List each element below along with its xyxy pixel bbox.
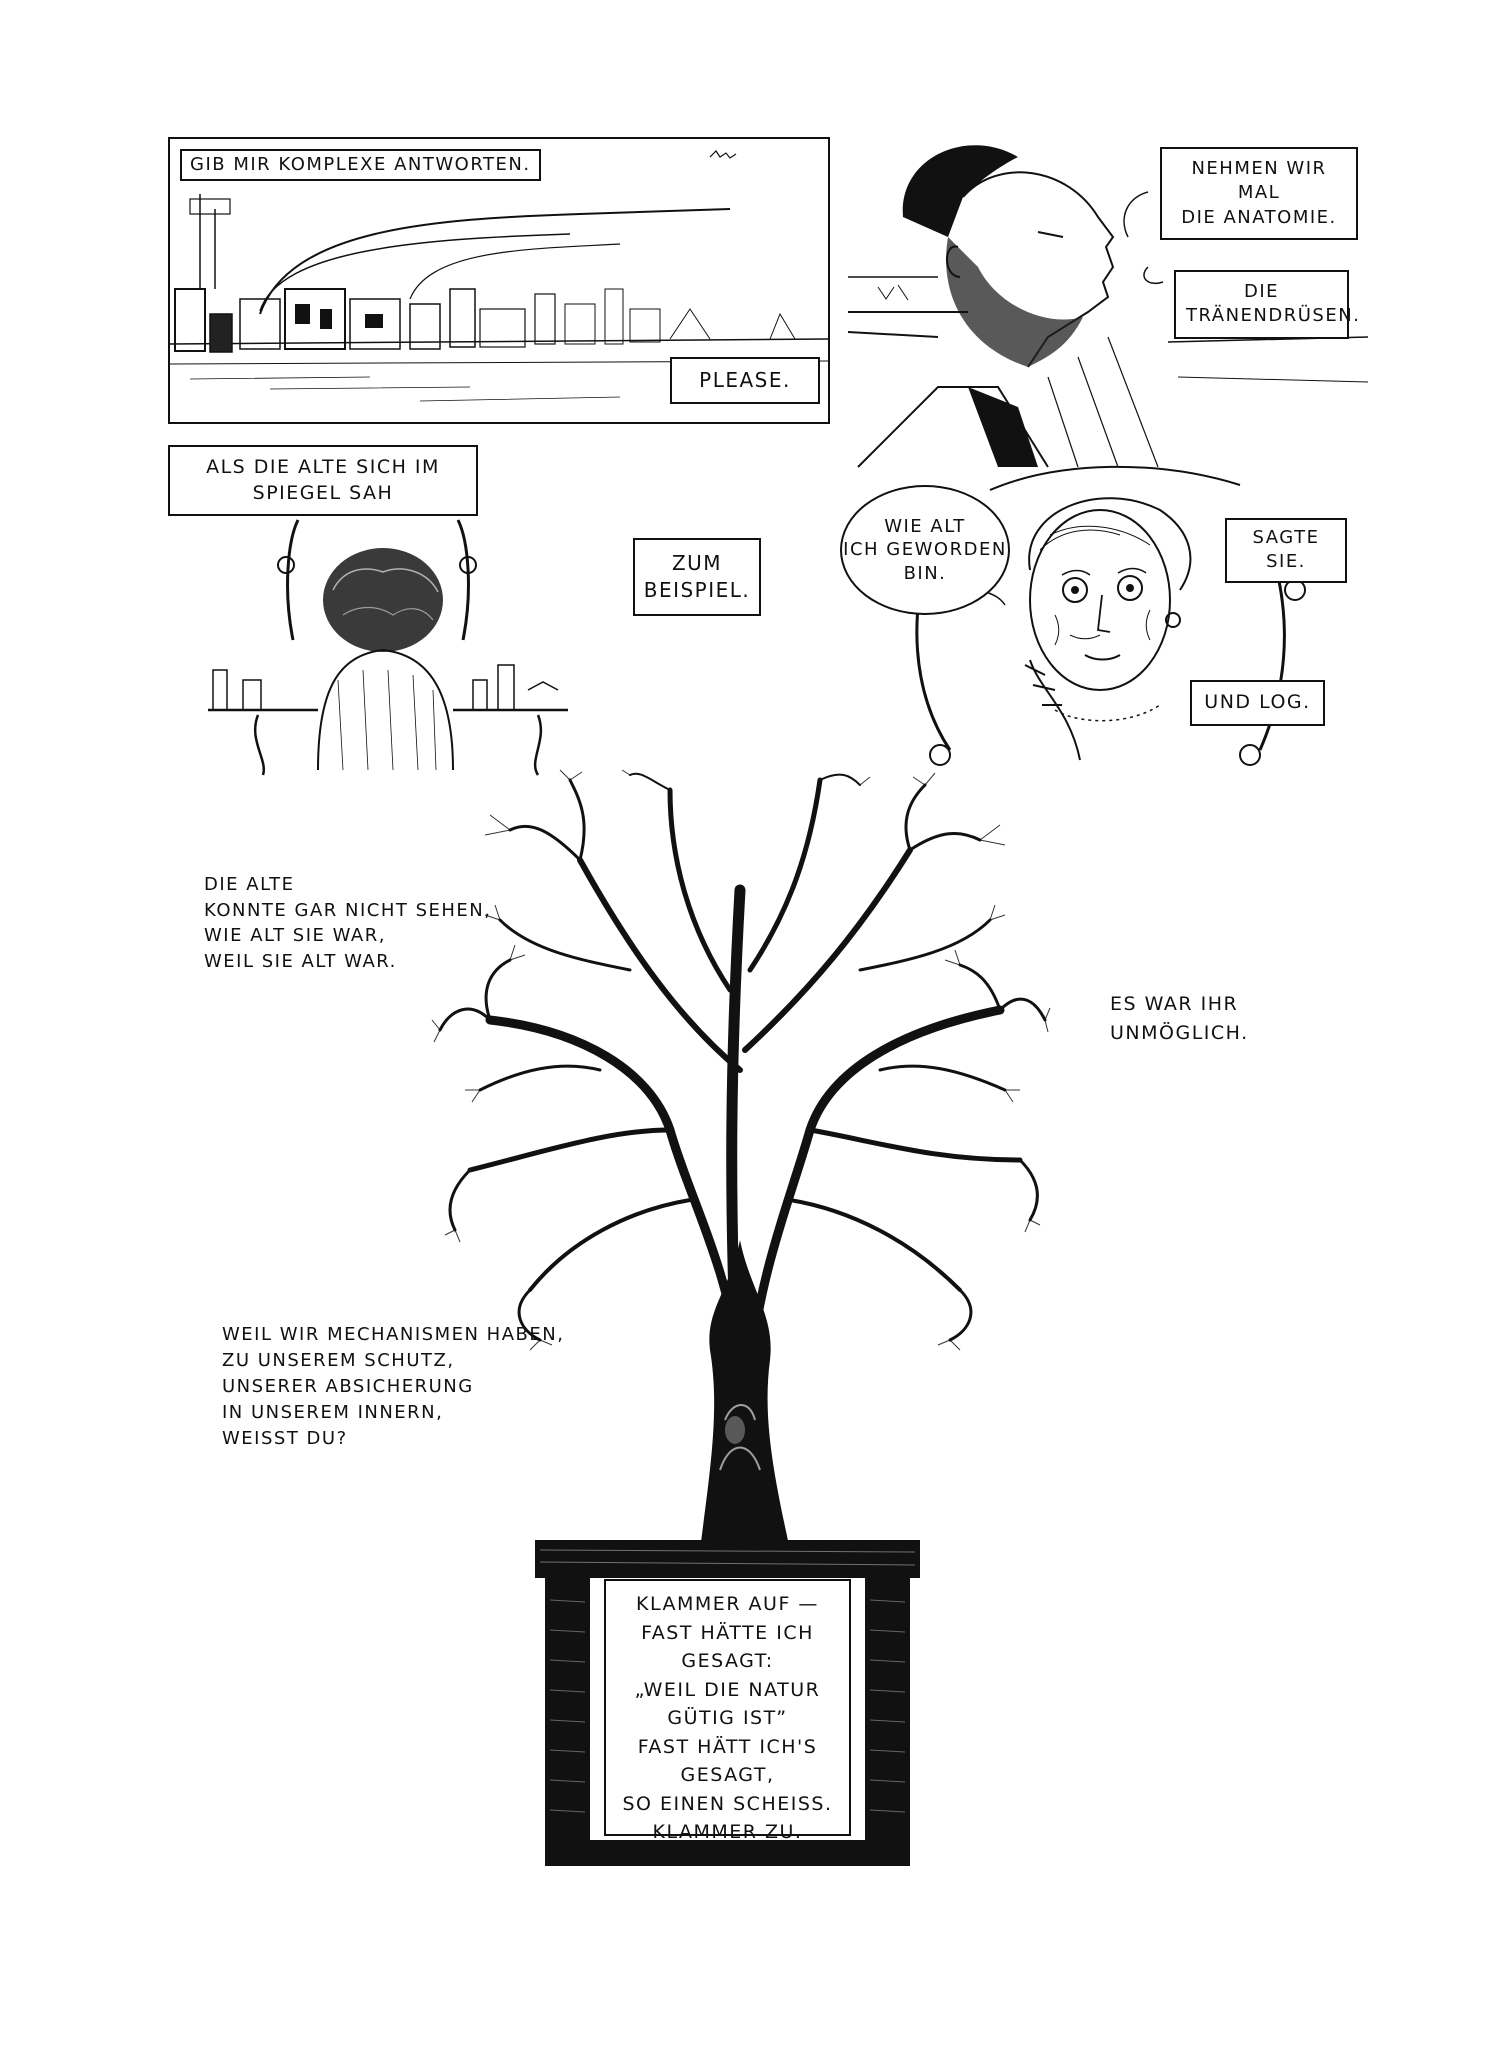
narration-mechanisms: WEIL WIR MECHANISMEN HABEN, ZU UNSEREM SCHUTZ, UNSERER ABSICHERUNG IN UNSEREM INNERN, WEISST DU? <box>222 1324 565 1450</box>
speech-bubble-how-old: WIE ALT ICH GEWORDEN BIN. <box>840 485 1010 615</box>
caption-complex-answers: GIB MIR KOMPLEXE ANTWORTEN. <box>180 149 541 181</box>
caption-and-lied: UND LOG. <box>1190 680 1325 726</box>
planter-box-text: KLAMMER AUF — FAST HÄTTE ICH GESAGT: „WEIL DIE NATUR GÜTIG IST” FAST HÄTT ICH'S GESAGT, SO EINEN SCHEISS. KLAMMER ZU. <box>622 1593 833 1843</box>
caption-anatomy: NEHMEN WIR MAL DIE ANATOMIE. <box>1160 147 1358 240</box>
bonsai-tree-drawing <box>430 770 1050 1550</box>
caption-for-example: ZUM BEISPIEL. <box>633 538 761 616</box>
panel-mirror-back <box>168 440 608 780</box>
panel-cityscape <box>168 137 830 424</box>
caption-tear-glands: DIE TRÄNENDRÜSEN. <box>1174 270 1349 339</box>
narration-impossible: ES WAR IHR UNMÖGLICH. <box>1110 993 1249 1044</box>
panel-mirror-face <box>840 460 1360 770</box>
panel-man-profile <box>848 137 1368 467</box>
caption-she-said: SAGTE SIE. <box>1225 518 1347 583</box>
caption-please: PLEASE. <box>670 357 820 404</box>
planter-box <box>535 1540 920 1870</box>
caption-mirror: ALS DIE ALTE SICH IM SPIEGEL SAH <box>168 445 478 516</box>
narration-old-woman: DIE ALTE KONNTE GAR NICHT SEHEN, WIE ALT SIE WAR, WEIL SIE ALT WAR. <box>204 874 492 972</box>
